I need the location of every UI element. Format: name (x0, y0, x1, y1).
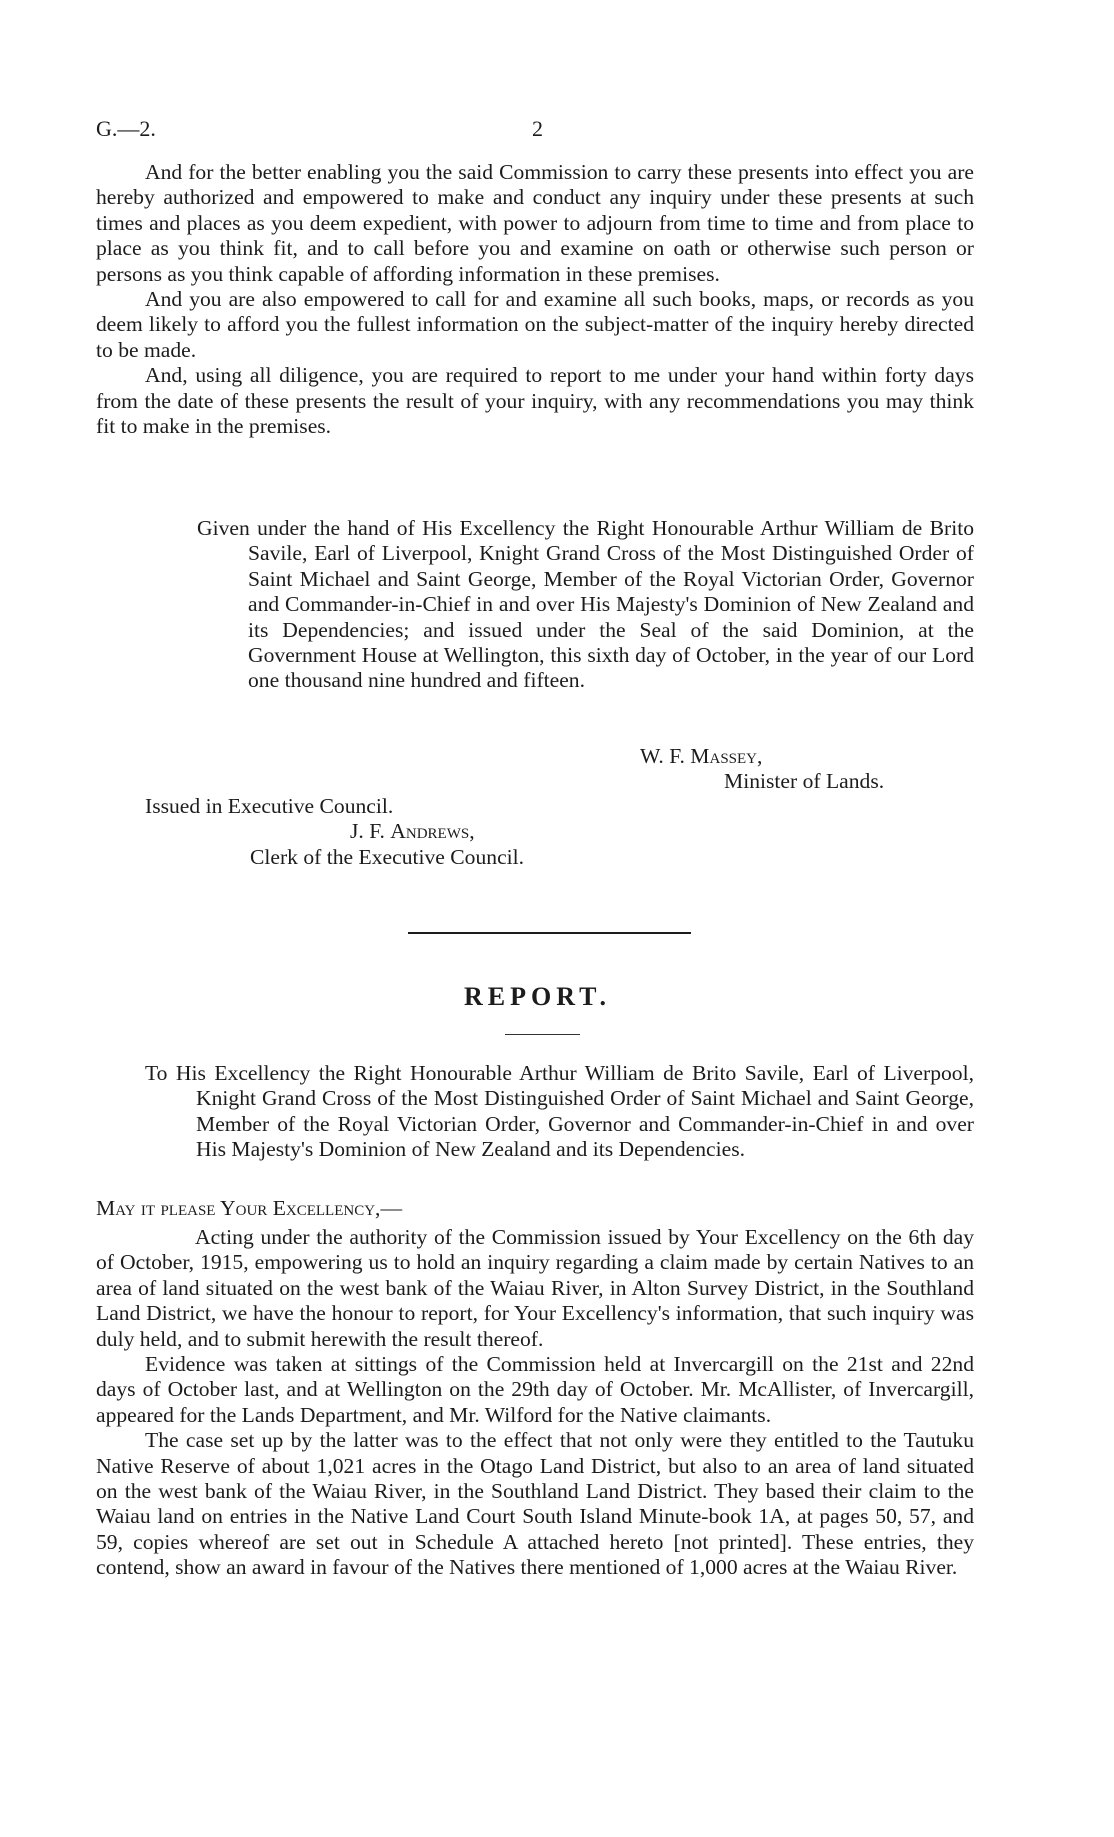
section-divider (408, 932, 691, 934)
report-body (96, 1225, 974, 1581)
report-title: REPORT. (464, 982, 611, 1011)
commission-paragraph: And, using all diligence, you are required to report to me under your hand within forty days from the date of these presents the result of your inquiry, with any recommendations you may think fit to make in the premises. (96, 363, 974, 439)
clerk-signature: J. F. Andrews, (350, 819, 475, 843)
report-paragraph: The case set up by the latter was to the effect that not only were they entitled to the Tautuku Native Reserve of about 1,021 acres in the Otago Land District, but also to an area of land situated on the west bank of the Waiau River, in the Southland Land District. They based their claim to the Waiau land on entries in the Native Land Court South Island Minute-book 1A, at pages 50, 57, and 59, copies whereof are set out in Schedule A attached hereto [not printed]. These entries, they contend, show an award in favour of the Natives there mentioned of 1,000 acres at the Waiau River. (96, 1428, 974, 1580)
salutation: May it please Your Excellency,— (96, 1196, 403, 1220)
address-paragraph: To His Excellency the Right Honourable Arthur William de Brito Savile, Earl of Liverpool, Knight Grand Cross of the Most Distinguished Order of Saint Michael and Saint George, Member of the Royal Victorian Order, Governor and Commander-in-Chief in and over His Majesty's Dominion of New Zealand and its Dependencies. (145, 1061, 974, 1162)
commission-body (96, 160, 974, 439)
commission-paragraph: And you are also empowered to call for and examine all such books, maps, or records as you deem likely to afford you the fullest information on the subject-matter of the inquiry hereby directed to be made. (96, 287, 974, 362)
given-clause (197, 516, 974, 694)
title-underline (505, 1034, 580, 1035)
clerk-title: Clerk of the Executive Council. (250, 845, 525, 869)
commission-paragraph: And for the better enabling you the said Commission to carry these presents into effect you are hereby authorized and empowered to make and conduct any inquiry under these presents at such times and places as you deem expedient, with power to adjourn from time to time and from place to place as you think fit, and to call before you and examine on oath or otherwise such person or persons as you think capable of affording information in these premises. (96, 160, 974, 286)
page-number: 2 (532, 116, 543, 141)
report-paragraph: Acting under the authority of the Commission issued by Your Excellency on the 6th day of October, 1915, empowering us to hold an inquiry regarding a claim made by certain Natives to an area of land situated on the west bank of the Waiau River, in Alton Survey District, in the Southland Land District, we have the honour to report, for Your Excellency's information, that such inquiry was duly held, and to submit herewith the result thereof. (96, 1225, 974, 1351)
page-header (0, 116, 1114, 146)
report-address (145, 1061, 974, 1163)
given-paragraph: Given under the hand of His Excellency the Right Honourable Arthur William de Brito Savile, Earl of Liverpool, Knight Grand Cross of the Most Distinguished Order of Saint Michael and Saint George, Member of the Royal Victorian Order, Governor and Commander-in-Chief in and over His Majesty's Dominion of New Zealand and its Dependencies; and issued under the Seal of the said Dominion, at the Government House at Wellington, this sixth day of October, in the year of our Lord one thousand nine hundred and fifteen. (197, 516, 974, 693)
document-code: G.—2. (96, 116, 156, 141)
report-paragraph: Evidence was taken at sittings of the Commission held at Invercargill on the 21st and 22nd days of October last, and at Wellington on the 29th day of October. Mr. McAllister, of Invercargill, appeared for the Lands Department, and Mr. Wilford for the Native claimants. (96, 1352, 974, 1427)
minister-title: Minister of Lands. (724, 769, 885, 793)
issued-line: Issued in Executive Council. (145, 794, 394, 818)
minister-signature: W. F. Massey, (640, 744, 763, 768)
